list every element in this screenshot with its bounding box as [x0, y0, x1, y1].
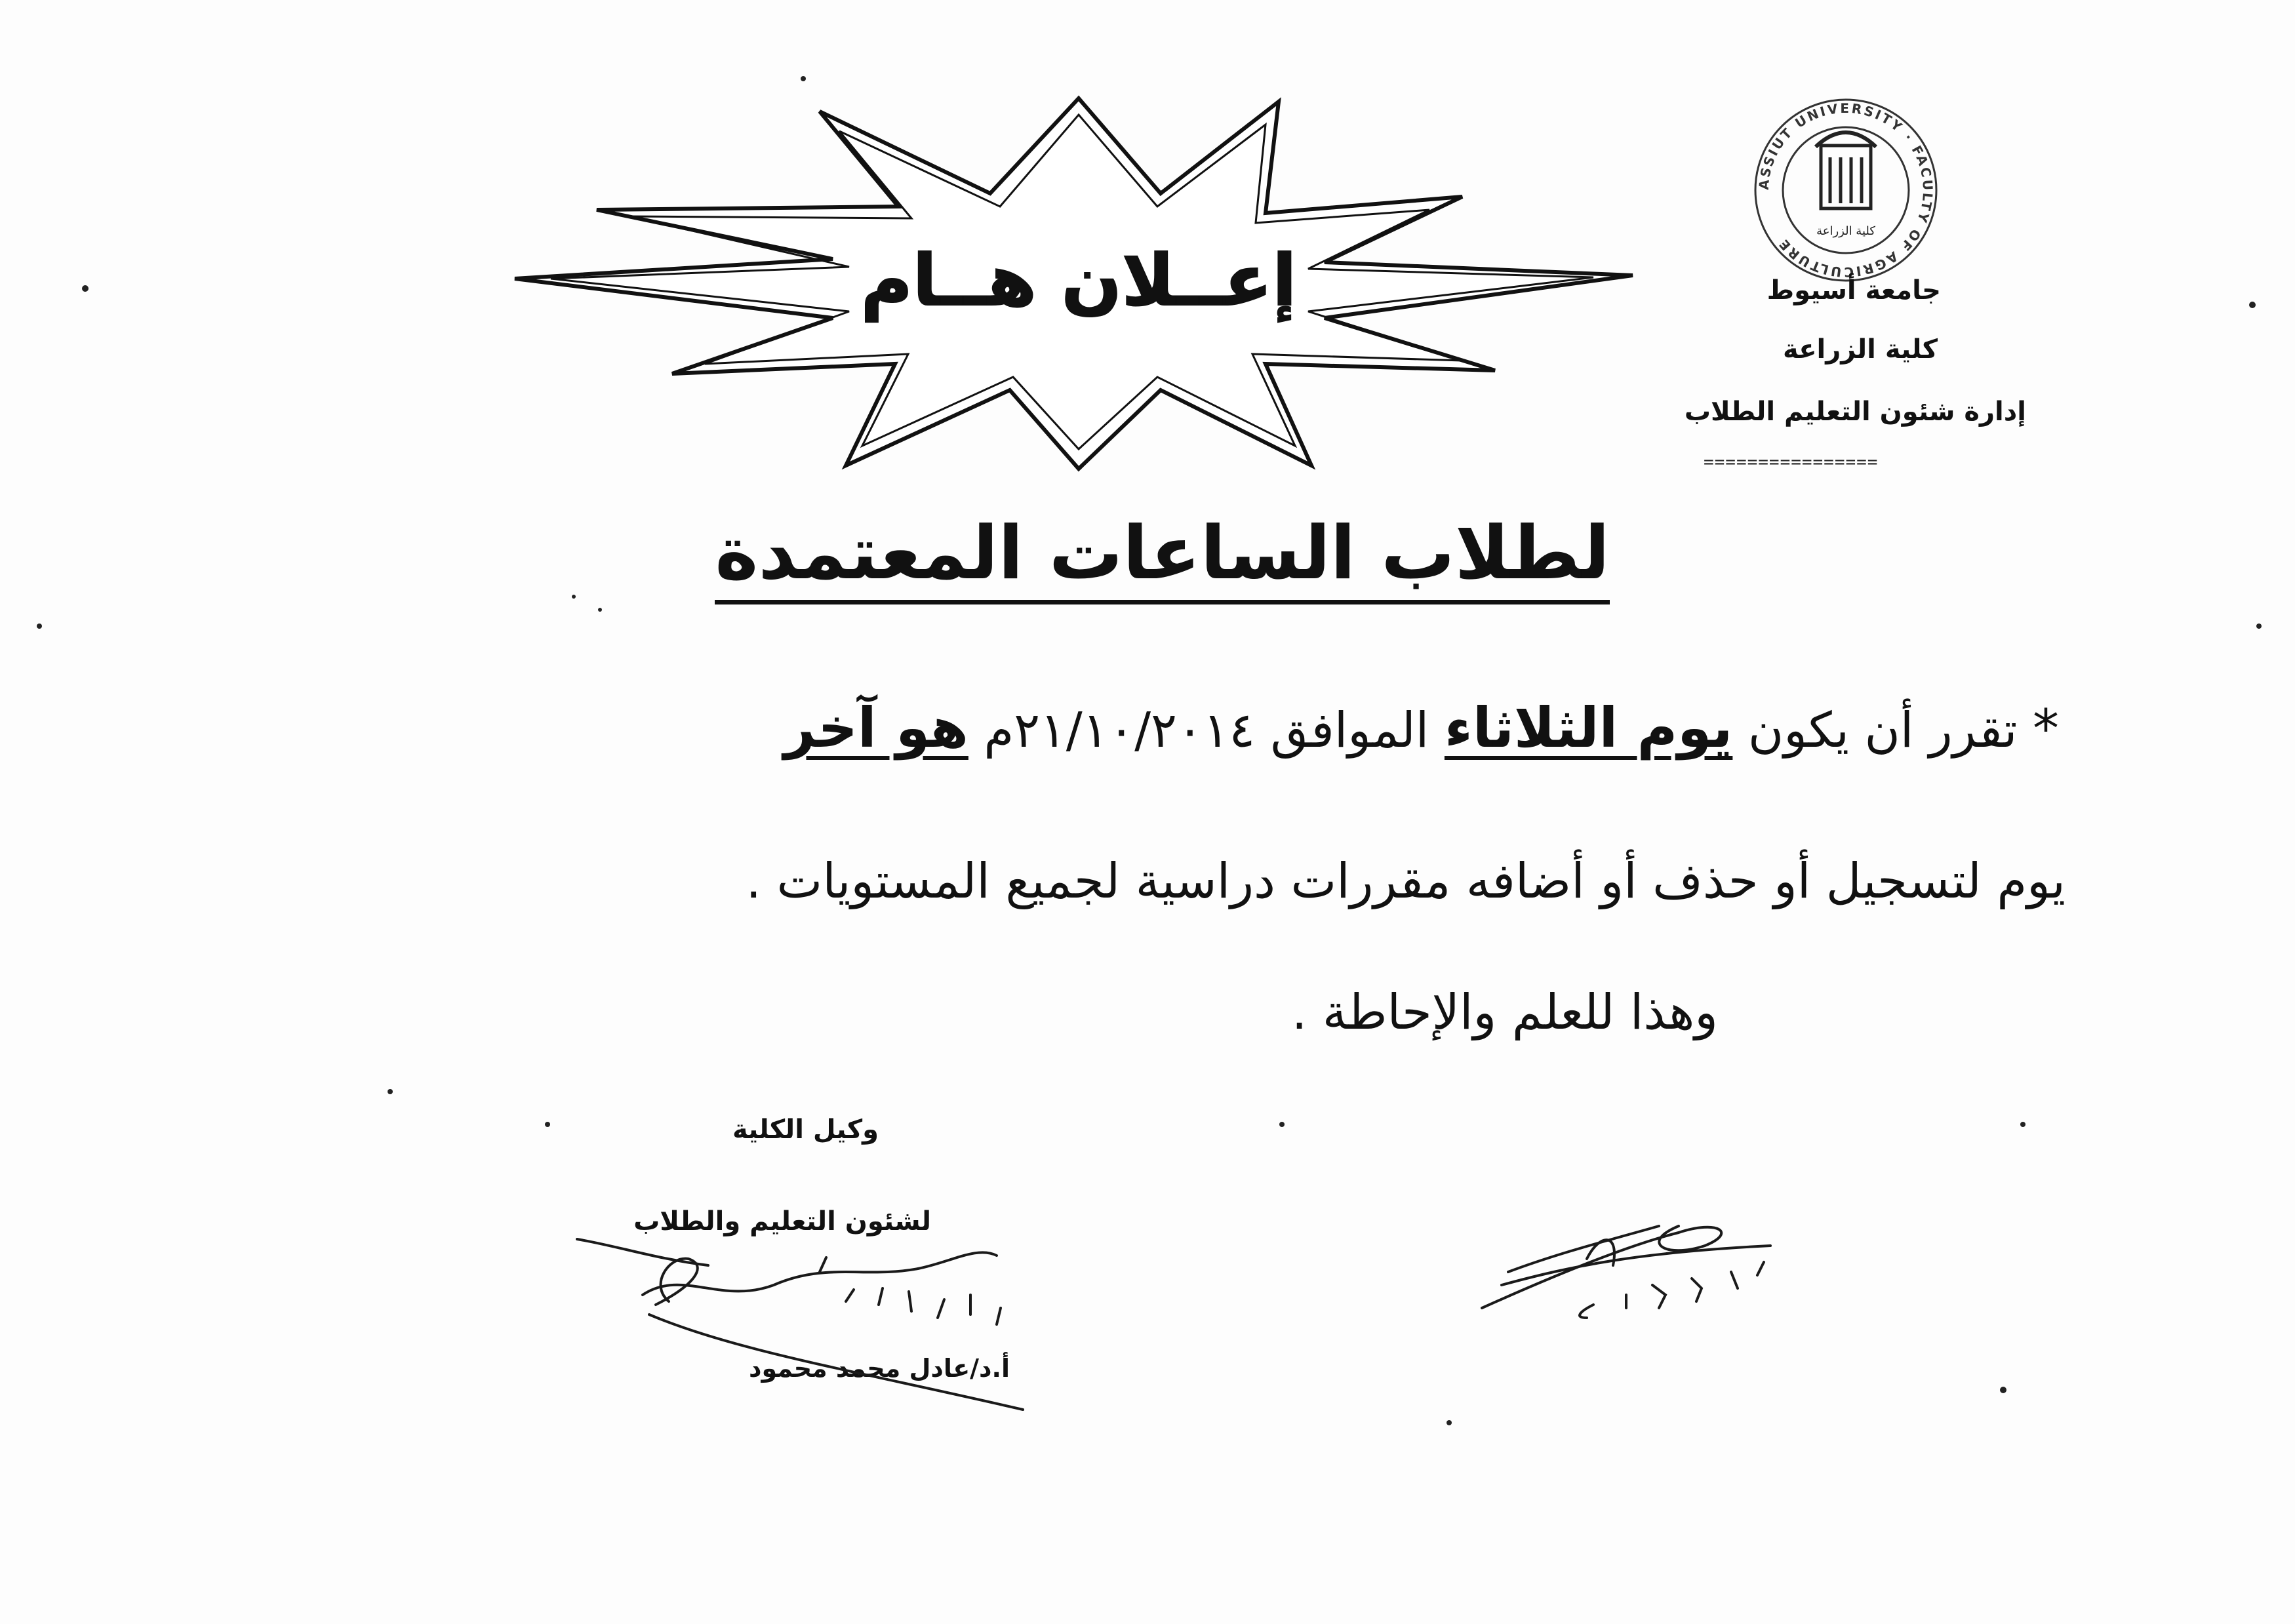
banner-text: إعــلان هــام	[860, 240, 1297, 322]
body-line-1-part-1: تقرر أن يكون	[1732, 702, 2018, 759]
signatory-role-1: وكيل الكلية	[732, 1115, 879, 1145]
university-seal-icon	[1747, 92, 1944, 288]
header-rule: ================	[1704, 452, 1879, 472]
body-line-3: وهذا للعلم والإحاطة .	[1291, 984, 1718, 1040]
left-signature-scribble	[577, 1239, 1023, 1410]
faculty-name: كلية الزراعة	[1782, 334, 1938, 365]
body-line-1-date: الموافق ٢١/١٠/٢٠١٤م	[968, 702, 1429, 759]
body-line-1	[784, 695, 2059, 761]
body-line-1-emphasis: هو آخر	[784, 696, 968, 760]
signatory-role-2: لشئون التعليم والطلاب	[633, 1206, 931, 1237]
seal-ring-text: ASSIUT UNIVERSITY · FACULTY OF AGRICULTURE	[1755, 100, 1936, 281]
starburst-banner	[505, 82, 1652, 475]
page-title: لطلاب الساعات المعتمدة	[715, 511, 1610, 604]
right-signature-scribble	[1482, 1226, 1770, 1318]
seal-inner-text: كلية الزراعة	[1816, 224, 1875, 238]
university-name: جامعة أسيوط	[1766, 275, 1941, 306]
deadline-day: يوم الثلاثاء	[1444, 696, 1733, 760]
bullet-mark: *	[2033, 698, 2059, 759]
department-name: إدارة شئون التعليم الطلاب	[1684, 397, 2026, 427]
signatory-name: أ.د/عادل محمد محمود	[748, 1354, 1010, 1383]
body-line-2: يوم لتسجيل أو حذف أو أضافه مقررات دراسية لجميع المستويات .	[746, 853, 2066, 909]
